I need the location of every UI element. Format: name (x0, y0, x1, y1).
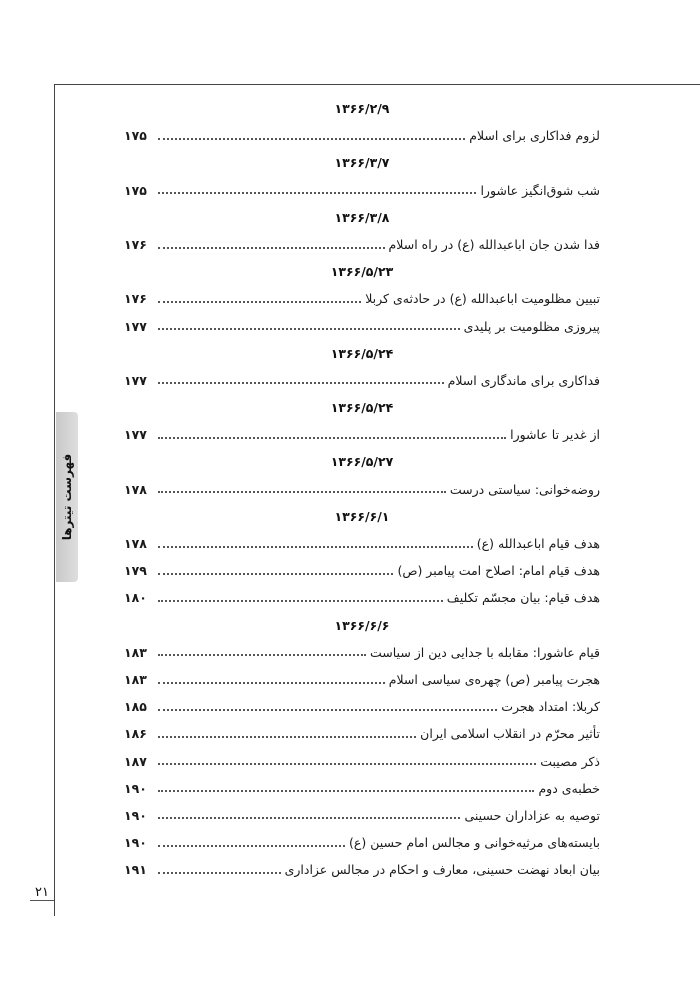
dot-leader (158, 709, 497, 711)
toc-entry-page-number: ۱۸۵ (124, 699, 147, 715)
dot-leader (158, 654, 366, 656)
dot-leader (158, 437, 506, 439)
toc-entry-page-number: ۱۷۷ (124, 427, 147, 443)
toc-date-heading: ۱۳۶۶/۵/۲۴ (330, 345, 394, 361)
dot-leader (158, 573, 393, 575)
toc-entry (124, 856, 600, 883)
dot-leader (158, 845, 345, 847)
toc-entry-title: هدف قیام: بیان مجسّم تکلیف (446, 590, 600, 606)
toc-entry-title: خطبه‌ی دوم (538, 780, 600, 796)
toc-entry (124, 584, 600, 611)
toc-entry-page-number: ۱۷۶ (124, 291, 147, 307)
toc-entry-title: قیام عاشورا: مقابله با جدایی دین از سیاست (370, 644, 600, 660)
toc-entry-page-number: ۱۸۷ (124, 753, 147, 769)
toc-date-heading: ۱۳۶۶/۵/۲۴ (330, 400, 394, 416)
toc-entry (124, 313, 600, 340)
dot-leader (158, 546, 473, 548)
dot-leader (158, 382, 444, 384)
toc-entry (124, 557, 600, 584)
toc-entry-page-number: ۱۷۶ (124, 237, 147, 253)
toc-entry-page-number: ۱۷۷ (124, 318, 147, 334)
toc-entry-page-number: ۱۹۰ (124, 807, 147, 823)
toc-entry-title: هجرت پیامبر (ص) چهره‌ی سیاسی اسلام (388, 672, 600, 688)
toc-entry-title: تأثیر محرّم در انقلاب اسلامی ایران (420, 726, 600, 742)
toc-entry-title: هدف قیام اباعبدالله (ع) (476, 536, 600, 552)
page-number: ۲۱ (35, 885, 49, 900)
toc-entry-page-number: ۱۹۰ (124, 780, 147, 796)
toc-entry (124, 476, 600, 503)
frame-top-rule (54, 84, 700, 85)
toc-entry (124, 720, 600, 747)
dot-leader (158, 247, 385, 249)
toc-entry-page-number: ۱۹۰ (124, 835, 147, 851)
toc-date-heading: ۱۳۶۶/۵/۲۷ (330, 454, 394, 470)
page-number-rule (30, 900, 54, 901)
toc-entry-title: شب شوق‌انگیز عاشورا (480, 182, 600, 198)
section-tab-label: فهرست تیترها (60, 453, 74, 541)
toc-entry-page-number: ۱۷۸ (124, 481, 147, 497)
toc-entry (124, 177, 600, 204)
toc-date-heading: ۱۳۶۶/۳/۸ (334, 209, 390, 225)
dot-leader (158, 763, 536, 765)
toc-entry (124, 530, 600, 557)
toc-entry-page-number: ۱۸۰ (124, 590, 147, 606)
toc-date-heading: ۱۳۶۶/۲/۹ (334, 101, 390, 116)
toc-entry-title: لزوم فداکاری برای اسلام (469, 128, 600, 144)
toc-entry (124, 748, 600, 775)
dot-leader (158, 790, 534, 792)
toc-entry-page-number: ۱۸۶ (124, 726, 147, 742)
toc-entry-page-number: ۱۷۹ (124, 563, 147, 579)
toc-entry (124, 666, 600, 693)
toc-date-heading: ۱۳۶۶/۳/۷ (334, 155, 390, 171)
toc-entry-page-number: ۱۷۵ (124, 128, 147, 144)
toc-entry-page-number: ۱۹۱ (124, 862, 147, 878)
section-tab (56, 412, 78, 582)
toc-entry-title: از غدیر تا عاشورا (510, 427, 600, 443)
toc-entry-title: روضه‌خوانی: سیاستی درست (449, 481, 600, 497)
toc-entry-page-number: ۱۸۳ (124, 644, 147, 660)
dot-leader (158, 872, 281, 874)
dot-leader (158, 491, 446, 493)
toc-entry-page-number: ۱۸۳ (124, 672, 147, 688)
toc-entry (124, 421, 600, 448)
dot-leader (158, 682, 385, 684)
toc-entry (124, 285, 600, 312)
dot-leader (158, 328, 460, 330)
toc-entry-title: توصیه به عزاداران حسینی (464, 807, 600, 823)
toc-entry-title: بایسته‌های مرثیه‌خوانی و مجالس امام حسین (ع) (349, 835, 600, 851)
toc-entry (124, 829, 600, 856)
toc-entry-title: بیان ابعاد نهضت حسینی، معارف و احکام در مجالس عزاداری (284, 862, 600, 878)
table-of-contents (124, 95, 600, 883)
toc-entry (124, 639, 600, 666)
toc-entry-title: فداکاری برای ماندگاری اسلام (447, 372, 600, 388)
dot-leader (158, 736, 416, 738)
toc-entry-title: پیروزی مظلومیت بر پلیدی (463, 318, 600, 334)
toc-date-heading: ۱۳۶۶/۶/۱ (334, 508, 390, 524)
toc-entry-page-number: ۱۷۷ (124, 372, 147, 388)
dot-leader (158, 600, 443, 602)
dot-leader (158, 301, 361, 303)
toc-entry (124, 122, 600, 149)
toc-entry-title: تبیین مظلومیت اباعبدالله (ع) در حادثه‌ی کربلا (365, 291, 600, 307)
toc-entry (124, 802, 600, 829)
toc-entry-page-number: ۱۷۵ (124, 182, 147, 198)
dot-leader (158, 138, 465, 140)
toc-entry-title: ذکر مصیبت (540, 753, 600, 769)
toc-entry-title: کربلا: امتداد هجرت (501, 699, 600, 715)
toc-date-heading: ۱۳۶۶/۶/۶ (334, 617, 390, 633)
frame-left-rule (54, 84, 55, 916)
dot-leader (158, 817, 460, 819)
toc-entry (124, 367, 600, 394)
toc-entry (124, 693, 600, 720)
dot-leader (158, 192, 476, 194)
toc-entry-page-number: ۱۷۸ (124, 536, 147, 552)
toc-entry-title: هدف قیام امام: اصلاح امت پیامبر (ص) (397, 563, 600, 579)
toc-entry-title: فدا شدن جان اباعبدالله (ع) در راه اسلام (388, 237, 600, 253)
toc-entry (124, 231, 600, 258)
toc-entry (124, 775, 600, 802)
toc-date-heading: ۱۳۶۶/۵/۲۳ (330, 264, 394, 280)
